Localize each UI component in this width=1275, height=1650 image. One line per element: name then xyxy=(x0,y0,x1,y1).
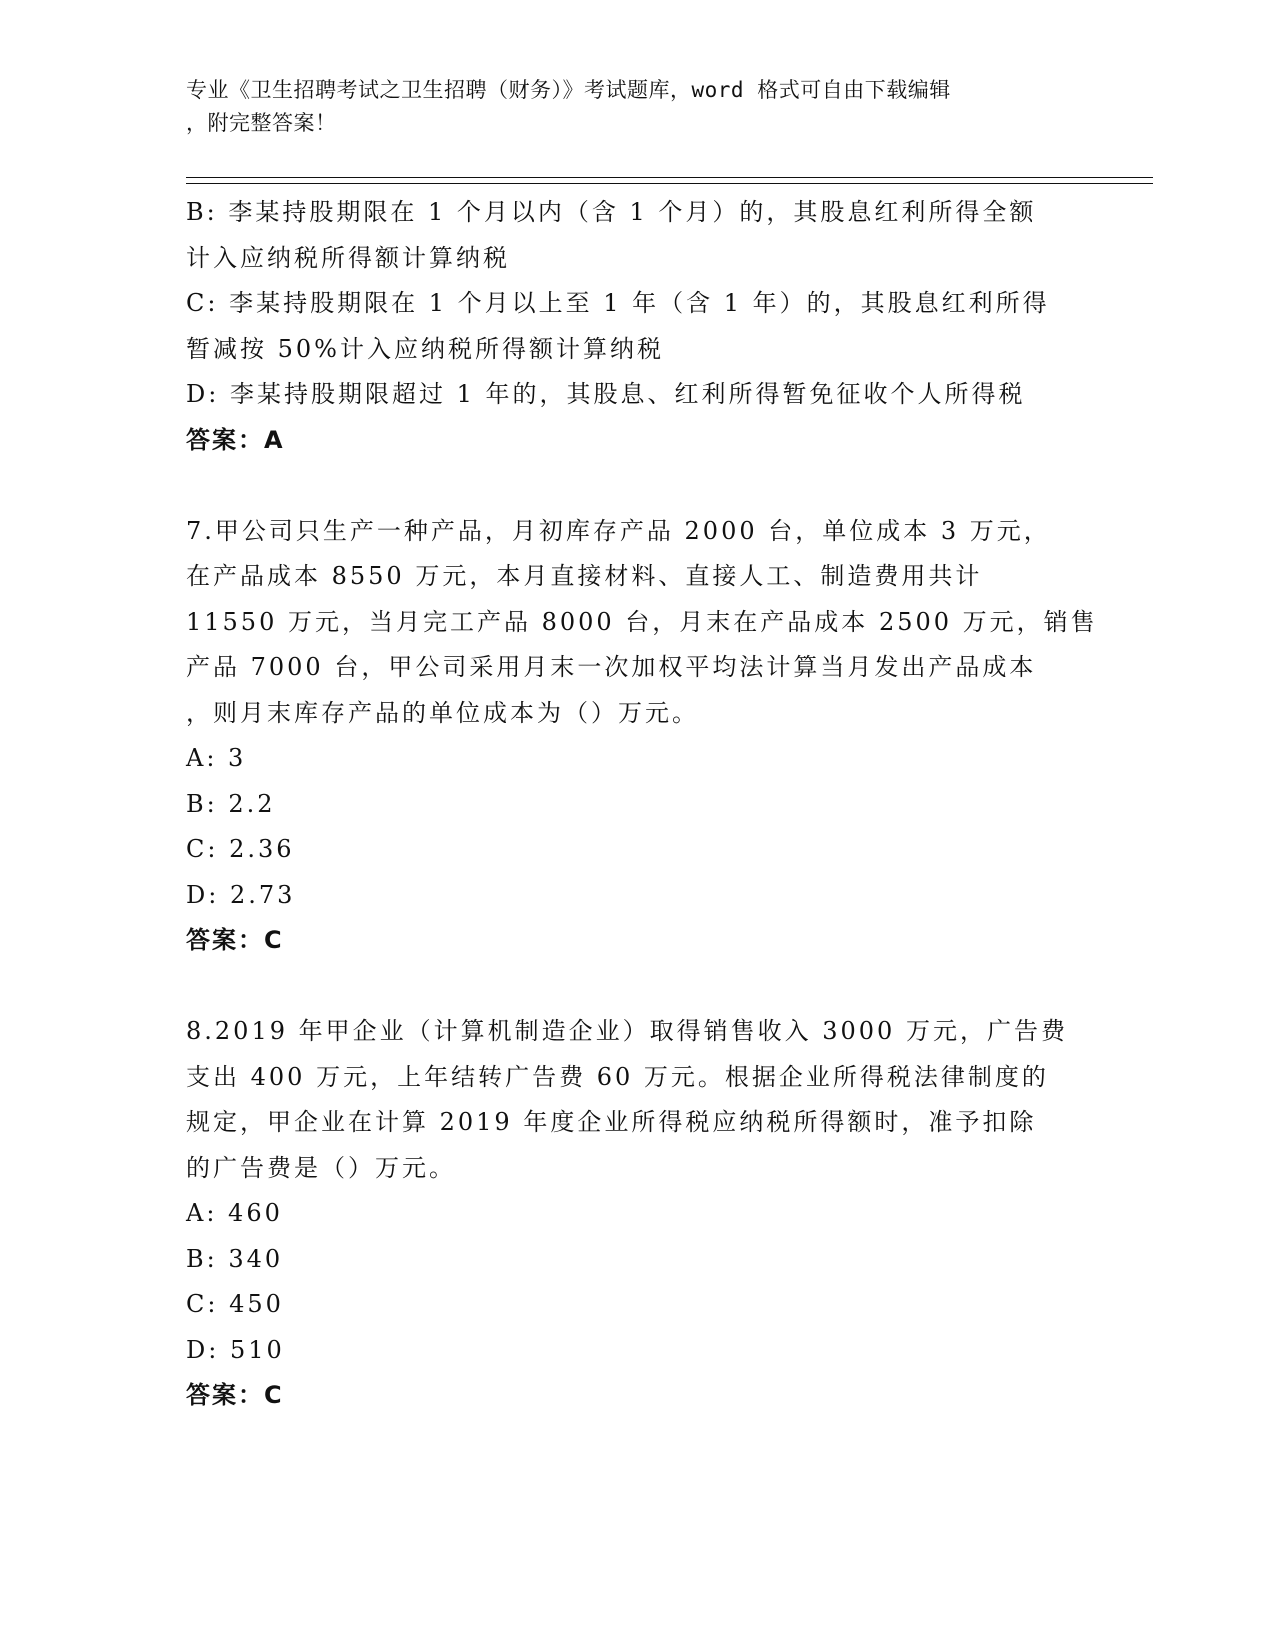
option-c-line-2: 暂减按 50%计入应纳税所得额计算纳税 xyxy=(186,334,664,363)
q8-stem-line: 支出 400 万元，上年结转广告费 60 万元。根据企业所得税法律制度的 xyxy=(186,1062,1049,1091)
q8-stem-line: 规定，甲企业在计算 2019 年度企业所得税应纳税所得额时，准予扣除 xyxy=(186,1108,1037,1136)
option-c-line-1: C: 李某持股期限在 1 个月以上至 1 年（含 1 年）的，其股息红利所得 xyxy=(186,289,1050,317)
question-8 xyxy=(186,1009,1086,1419)
header-divider-top xyxy=(186,177,1153,178)
q7-option-c: C: 2.36 xyxy=(186,835,295,863)
header-divider-bottom xyxy=(186,183,1153,184)
q7-option-d: D: 2.73 xyxy=(186,880,296,909)
answer-q8: 答案：C xyxy=(186,1381,284,1409)
question-6-tail xyxy=(186,190,1086,463)
q8-option-b: B: 340 xyxy=(186,1244,284,1273)
header-line-2: ，附完整答案！ xyxy=(186,111,337,135)
document-header xyxy=(186,74,1086,140)
spacer xyxy=(186,964,1086,1010)
option-b-line-2: 计入应纳税所得额计算纳税 xyxy=(186,243,510,272)
q8-option-d: D: 510 xyxy=(186,1335,285,1364)
q7-stem-line: 11550 万元，当月完工产品 8000 台，月末在产品成本 2500 万元，销售 xyxy=(186,607,1098,636)
q7-stem-line: ，则月末库存产品的单位成本为（）万元。 xyxy=(186,698,699,727)
option-d: D: 李某持股期限超过 1 年的，其股息、红利所得暂免征收个人所得税 xyxy=(186,380,1026,408)
q7-stem-line: 产品 7000 台，甲公司采用月末一次加权平均法计算当月发出产品成本 xyxy=(186,653,1037,681)
q7-option-b: B: 2.2 xyxy=(186,789,276,818)
q7-stem-line: 7.甲公司只生产一种产品，月初库存产品 2000 台，单位成本 3 万元， xyxy=(186,516,1051,545)
q7-stem-line: 在产品成本 8550 万元，本月直接材料、直接人工、制造费用共计 xyxy=(186,562,983,590)
q8-option-c: C: 450 xyxy=(186,1290,284,1318)
question-content xyxy=(186,190,1098,1419)
q8-stem-line: 的广告费是（）万元。 xyxy=(186,1153,456,1182)
question-7 xyxy=(186,509,1098,964)
q8-option-a: A: 460 xyxy=(186,1199,283,1227)
header-line-1: 专业《卫生招聘考试之卫生招聘（财务）》考试题库，word 格式可自由下载编辑 xyxy=(186,78,951,102)
q8-stem-line: 8.2019 年甲企业（计算机制造企业）取得销售收入 3000 万元，广告费 xyxy=(186,1017,1068,1045)
spacer xyxy=(186,463,1086,509)
answer-q7: 答案：C xyxy=(186,926,284,954)
option-b-line-1: B: 李某持股期限在 1 个月以内（含 1 个月）的，其股息红利所得全额 xyxy=(186,198,1037,226)
answer-q6: 答案：A xyxy=(186,425,285,454)
q7-option-a: A: 3 xyxy=(186,744,247,772)
